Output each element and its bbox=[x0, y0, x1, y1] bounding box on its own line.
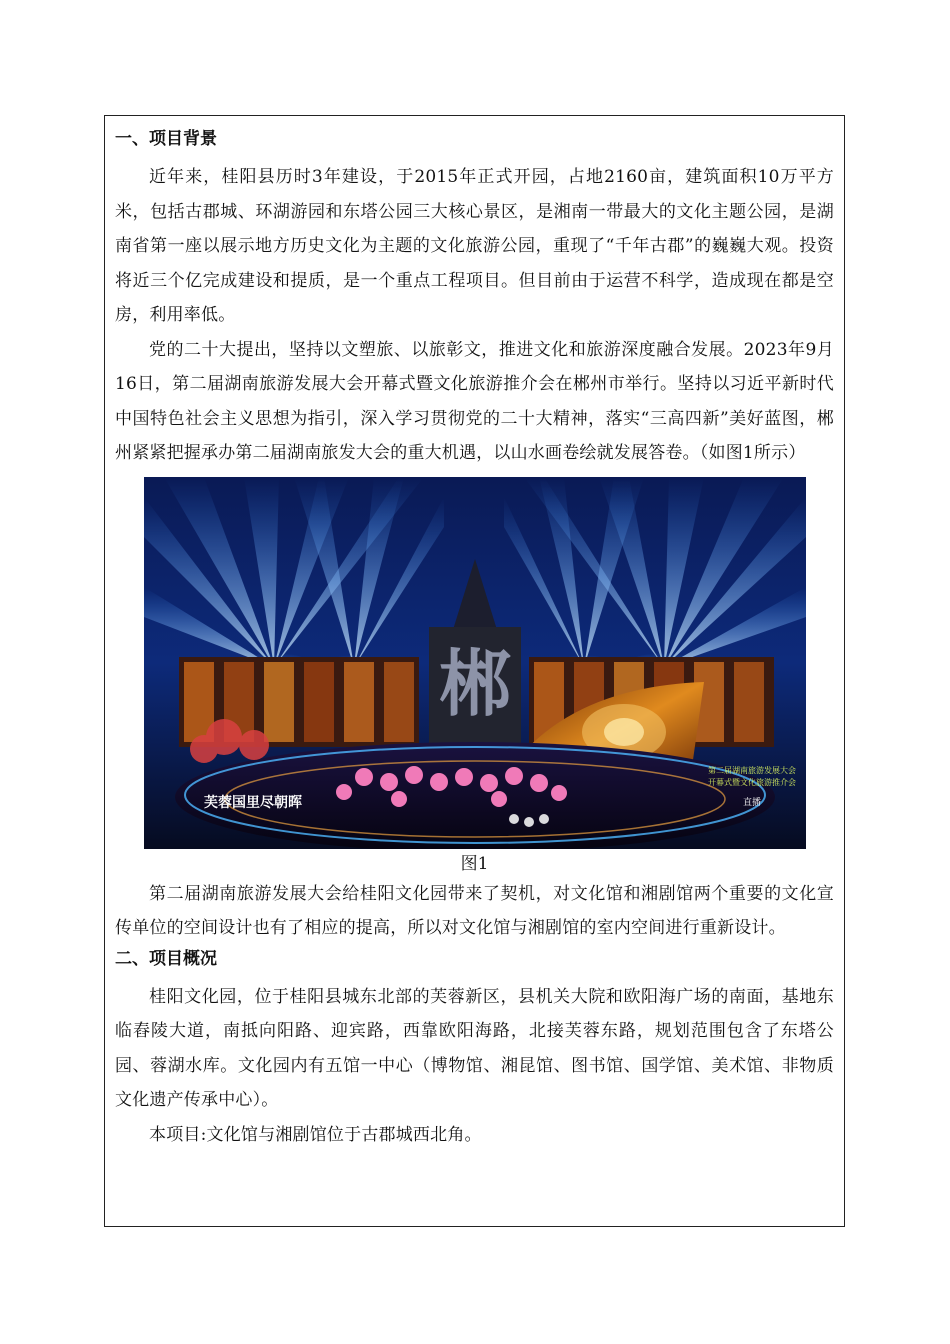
figure-caption: 图1 bbox=[460, 853, 489, 874]
document-content bbox=[115, 126, 834, 1152]
stage-photo-illustration bbox=[144, 477, 806, 849]
live-label: 直播 bbox=[742, 797, 761, 808]
banner-text: 芙蓉国里尽朝晖 bbox=[203, 794, 302, 811]
section-heading-overview: 二、项目概况 bbox=[115, 948, 217, 969]
section-heading-background: 一、项目背景 bbox=[115, 129, 217, 149]
stage-calligraphy: 郴 bbox=[438, 640, 511, 726]
event-logo-line2: 开幕式暨文化旅游推介会 bbox=[707, 777, 796, 787]
paragraph: 党的二十大提出，坚持以文塑旅、以旅彰文，推进文化和旅游深度融合发展。2023年9月16日，第二届湖南旅游发展大会开幕式暨文化旅游推介会在郴州市举行。坚持以习近平新时代中国特色社会主义思想为指引，深入学习贯彻党的二十大精神，落实“三高四新”美好蓝图，郴州紧紧把握承办第二届湖南旅发大会的重大机遇，以山水画卷绘就发展答卷。（如图1所示） bbox=[115, 339, 834, 463]
event-logo-line1: 第二届湖南旅游发展大会 bbox=[707, 765, 796, 775]
paragraph: 桂阳文化园，位于桂阳县城东北部的芙蓉新区，县机关大院和欧阳海广场的南面，基地东临舂陵大道，南抵向阳路、迎宾路，西靠欧阳海路，北接芙蓉东路，规划范围包含了东塔公园、蓉湖水库。文化园内有五馆一中心（博物馆、湘昆馆、图书馆、国学馆、美术馆、非物质文化遗产传承中心）。 bbox=[115, 986, 834, 1110]
paragraph: 本项目:文化馆与湘剧馆位于古郡城西北角。 bbox=[149, 1124, 482, 1145]
figure-stage-photo bbox=[144, 477, 806, 849]
paragraph: 第二届湖南旅游发展大会给桂阳文化园带来了契机，对文化馆和湘剧馆两个重要的文化宣传单位的空间设计也有了相应的提高，所以对文化馆与湘剧馆的室内空间进行重新设计。 bbox=[115, 883, 834, 938]
paragraph: 近年来，桂阳县历时3年建设，于2015年正式开园，占地2160亩，建筑面积10万平方米，包括古郡城、环湖游园和东塔公园三大核心景区，是湘南一带最大的文化主题公园，是湖南省第一座以展示地方历史文化为主题的文化旅游公园，重现了“千年古郡”的巍巍大观。投资将近三个亿完成建设和提质，是一个重点工程项目。但目前由于运营不科学，造成现在都是空房，利用率低。 bbox=[115, 167, 834, 325]
document-frame bbox=[104, 115, 845, 1227]
